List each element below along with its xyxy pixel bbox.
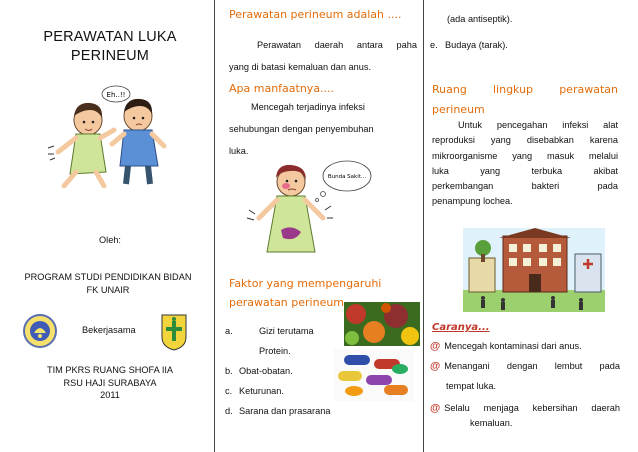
step-item bbox=[430, 357, 620, 395]
program-line2: FK UNAIR bbox=[86, 284, 130, 295]
sick-woman-illustration bbox=[243, 160, 375, 256]
children-illustration bbox=[40, 82, 170, 188]
factor-text: Gizi terutama bbox=[259, 326, 314, 336]
factor-text: Protein. bbox=[259, 346, 291, 356]
scope-line: perkembangan bakteri pada bbox=[432, 181, 618, 192]
scope-line: luka yang terbuka akibat bbox=[432, 165, 618, 176]
definition-line1: Perawatan daerah antara paha bbox=[257, 40, 417, 50]
program-line1: PROGRAM STUDI PENDIDIKAN BIDAN bbox=[24, 272, 192, 282]
team-line1: TIM PKRS RUANG SHOFA IIA bbox=[46, 365, 174, 375]
factor-text: Sarana dan prasarana bbox=[239, 406, 331, 416]
continued-item-e bbox=[430, 36, 620, 54]
scope-heading bbox=[432, 80, 618, 120]
scope-line: penampung lochea. bbox=[432, 196, 513, 207]
factor-text: Keturunan. bbox=[239, 386, 284, 396]
factor-mark: d. bbox=[225, 406, 233, 416]
factor-text: Obat-obatan. bbox=[239, 366, 293, 376]
scope-line: mikroorganisme yang masuk melalui bbox=[432, 150, 618, 161]
scope-line: Untuk pencegahan infeksi alat bbox=[458, 120, 618, 130]
scope-heading-word1: Ruang bbox=[432, 83, 467, 96]
factor-mark: c. bbox=[225, 386, 233, 396]
team-name bbox=[20, 364, 200, 402]
woman-caption: Bunda Sakit... bbox=[327, 174, 367, 180]
cover-title bbox=[20, 28, 200, 66]
continued-mark: e. bbox=[430, 40, 438, 50]
step-row bbox=[430, 357, 620, 375]
at-bullet-icon: @ bbox=[430, 402, 441, 414]
step-text-cont: kemaluan. bbox=[470, 418, 513, 428]
factors-heading-line1: Faktor yang mempengaruhi bbox=[229, 277, 382, 290]
benefit-line1: Mencegah terjadinya infeksi bbox=[251, 102, 365, 112]
benefit-heading: Apa manfaatnya.... bbox=[229, 82, 335, 95]
scope-text bbox=[432, 118, 618, 210]
factor-item bbox=[225, 341, 345, 361]
benefit-line2: sehubungan dengan penyembuhan bbox=[229, 124, 374, 134]
factor-mark: a. bbox=[225, 326, 233, 336]
factor-item bbox=[225, 361, 345, 381]
cover-title-line2: PERINEUM bbox=[70, 48, 150, 64]
step-text-cont: tempat luka. bbox=[446, 381, 497, 391]
continued-text: (ada antiseptik). bbox=[447, 14, 513, 24]
column-divider-right bbox=[423, 0, 424, 452]
scope-heading-word2: lingkup bbox=[492, 83, 534, 96]
at-bullet-icon: @ bbox=[430, 360, 441, 372]
step-text: Menangani dengan lembut pada bbox=[444, 361, 620, 371]
factor-item bbox=[225, 401, 425, 421]
caranya-heading: Caranya... bbox=[432, 322, 490, 333]
scope-heading-line2: perineum bbox=[432, 103, 485, 116]
team-line3: 2011 bbox=[100, 390, 120, 400]
oleh-label: Oleh: bbox=[99, 235, 121, 245]
bekerjasama-label: Bekerjasama bbox=[82, 325, 136, 335]
rsu-haji-logo bbox=[160, 311, 188, 351]
definition-line2: yang di batasi kemaluan dan anus. bbox=[229, 62, 371, 72]
step-text: Selalu menjaga kebersihan daerah bbox=[444, 403, 620, 413]
hospital-illustration bbox=[463, 228, 605, 312]
step-item bbox=[430, 337, 620, 355]
program-name bbox=[8, 271, 208, 296]
factors-heading-line2: perawatan perineum bbox=[229, 296, 345, 309]
unair-logo bbox=[22, 313, 58, 349]
definition-heading: Perawatan perineum adalah .... bbox=[229, 8, 402, 21]
column-divider-left bbox=[214, 0, 215, 452]
scope-heading-word3: perawatan bbox=[559, 83, 618, 96]
factor-mark: b. bbox=[225, 366, 233, 376]
factor-item bbox=[225, 381, 345, 401]
step-item bbox=[430, 399, 620, 429]
at-bullet-icon: @ bbox=[430, 340, 441, 352]
team-line2: RSU HAJI SURABAYA bbox=[63, 377, 157, 388]
scope-heading-line1 bbox=[432, 80, 618, 100]
benefit-text bbox=[229, 96, 417, 162]
definition-text bbox=[229, 36, 417, 76]
cover-title-line1: PERAWATAN LUKA bbox=[43, 29, 177, 45]
kids-caption: Eh..!! bbox=[106, 91, 126, 99]
factors-list bbox=[225, 321, 345, 421]
factor-item bbox=[225, 321, 345, 341]
scope-line: reproduksi yang disebabkan karena bbox=[432, 135, 618, 146]
step-row bbox=[430, 399, 620, 417]
vegetables-photo bbox=[344, 302, 420, 346]
steps-list bbox=[430, 337, 620, 429]
step-text: Mencegah kontaminasi dari anus. bbox=[444, 341, 582, 351]
benefit-line3: luka. bbox=[229, 146, 249, 156]
pills-photo bbox=[334, 349, 414, 401]
continued-text-e: Budaya (tarak). bbox=[445, 40, 508, 50]
